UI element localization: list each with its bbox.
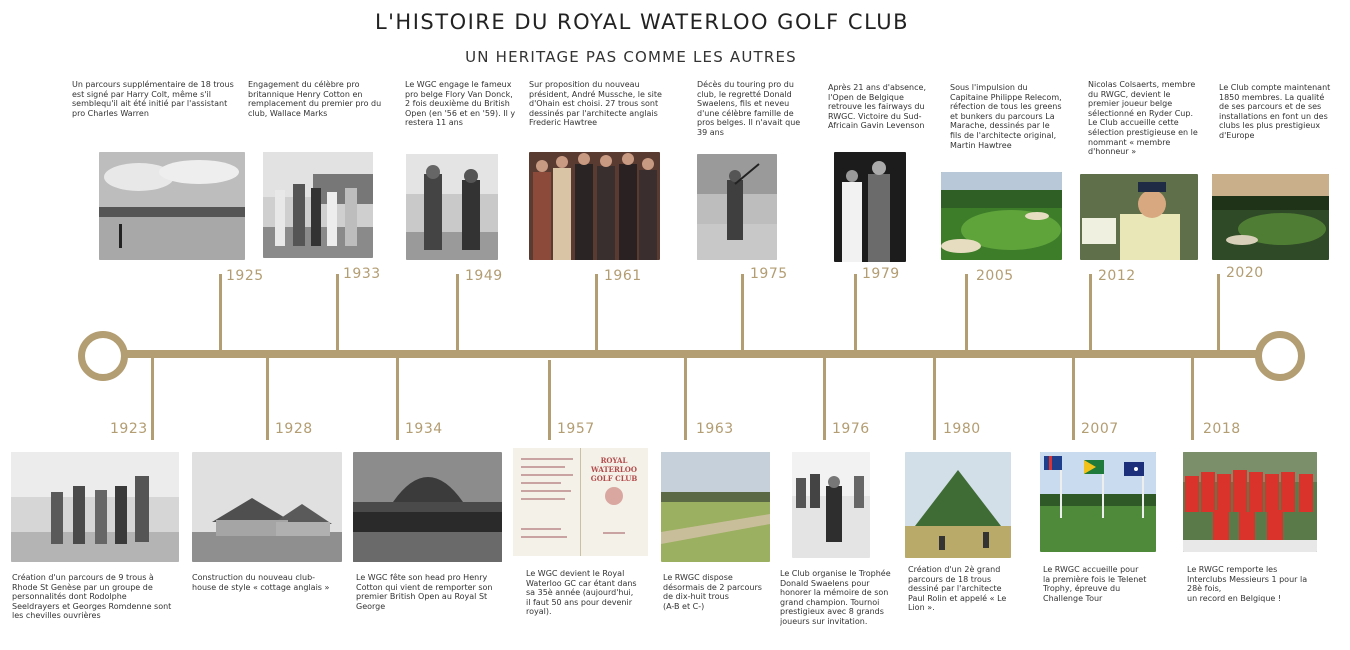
event-text-1961: Sur proposition du nouveau président, André Mussche, le site d'Ohain est choisi. 27 trous sont dessinés par l'architecte anglais Frederic Hawtree	[529, 80, 662, 128]
event-year-1980: 1980	[943, 421, 981, 437]
event-text-1963: Le RWGC dispose désormais de 2 parcours de dix-huit trous (A-B et C-)	[663, 573, 762, 611]
event-text-1957: Le WGC devient le Royal Waterloo GC car étant dans sa 35è année (aujourd'hui, il faut 50 ans pour devenir royal).	[526, 569, 637, 617]
event-text-1933: Engagement du célèbre pro britannique Henry Cotton en remplacement du premier pro du club, Wallace Marks	[248, 80, 382, 118]
event-text-1949: Le WGC engage le fameux pro belge Flory Van Donck, 2 fois deuxième du British Open (en '56 et en '59). Il y restera 11 ans	[405, 80, 516, 128]
event-photo-2020	[1212, 174, 1329, 260]
timeline-end-circle	[1255, 331, 1305, 381]
event-photo-2012	[1080, 174, 1198, 260]
event-text-2018: Le RWGC remporte les Interclubs Messieurs 1 pour la 28è fois, un record en Belgique !	[1187, 565, 1308, 603]
page-title: L'HISTOIRE DU ROYAL WATERLOO GOLF CLUB	[374, 10, 910, 34]
event-year-1963: 1963	[696, 421, 734, 437]
event-text-1979: Après 21 ans d'absence, l'Open de Belgique retrouve les fairways du RWGC. Victoire du Sud-Africain Gavin Levenson	[828, 83, 926, 131]
event-year-1933: 1933	[343, 266, 381, 282]
event-text-1975: Décès du touring pro du club, le regretté Donald Swaelens, fils et neveu d'une célèbre famille de pros belges. Il n'avait que 39 ans	[697, 80, 801, 137]
event-text-2020: Le Club compte maintenant 1850 membres. La qualité de ses parcours et de ses installations en font un des clubs les plus prestigieux d'Europe	[1219, 83, 1331, 140]
event-tick-1928	[266, 356, 269, 440]
event-tick-1949	[456, 274, 459, 352]
event-tick-1933	[336, 274, 339, 352]
event-photo-1928	[192, 452, 342, 562]
event-photo-1957	[513, 448, 648, 556]
event-year-1923: 1923	[110, 421, 148, 437]
event-tick-1957	[548, 360, 551, 440]
event-text-2005: Sous l'impulsion du Capitaine Philippe Relecom, réfection de tous les greens et bunkers du parcours La Marache, dessinés par le fils de l'architecte original, Martin Hawtree	[950, 83, 1062, 150]
event-photo-1934	[353, 452, 502, 562]
event-tick-1980	[933, 356, 936, 440]
event-year-2018: 2018	[1203, 421, 1241, 437]
event-text-1925: Un parcours supplémentaire de 18 trous est signé par Harry Colt, même s'il semblequ'il ait été initié par l'assistant pro Charles Warren	[72, 80, 234, 118]
event-photo-1976	[792, 452, 870, 558]
event-photo-2018	[1183, 452, 1317, 552]
event-year-1949: 1949	[465, 268, 503, 284]
event-year-2005: 2005	[976, 268, 1014, 284]
scorecard-title-line1: ROYAL WATERLOO	[591, 456, 637, 474]
event-tick-2007	[1072, 356, 1075, 440]
event-text-1980: Création d'un 2è grand parcours de 18 trous dessiné par l'architecte Paul Rolin et appelé « Le Lion ».	[908, 565, 1007, 613]
event-tick-1925	[219, 274, 222, 352]
event-year-2012: 2012	[1098, 268, 1136, 284]
event-text-1976: Le Club organise le Trophée Donald Swaelens pour honorer la mémoire de son grand champion. Tournoi prestigieux avec 8 grands joueurs sur invitation.	[780, 569, 891, 626]
event-photo-1949	[406, 154, 498, 260]
event-year-2007: 2007	[1081, 421, 1119, 437]
event-tick-1934	[396, 356, 399, 440]
event-tick-1923	[151, 356, 154, 440]
event-year-1925: 1925	[226, 268, 264, 284]
scorecard-title-line2: GOLF CLUB	[590, 474, 638, 483]
event-text-2012: Nicolas Colsaerts, membre du RWGC, devient le premier joueur belge sélectionné en Ryder Cup. Le Club accueille cette sélection prestigieuse en le nommant « membre d'honneur »	[1088, 80, 1198, 157]
event-photo-1963	[661, 452, 770, 562]
timeline-axis	[104, 350, 1280, 358]
page-subtitle: UN HERITAGE PAS COMME LES AUTRES	[465, 48, 797, 66]
event-year-1957: 1957	[557, 421, 595, 437]
event-text-1934: Le WGC fête son head pro Henry Cotton qui vient de remporter son premier British Open au Royal St George	[356, 573, 493, 611]
event-year-1979: 1979	[862, 266, 900, 282]
event-photo-1975	[697, 154, 777, 260]
event-tick-2018	[1191, 356, 1194, 440]
event-text-1923: Création d'un parcours de 9 trous à Rhode St Genèse par un groupe de personnalités dont Rodolphe Seeldrayers et Georges Romdenne sont les chevilles ouvrières	[12, 573, 172, 621]
event-tick-2005	[965, 274, 968, 352]
event-tick-2012	[1089, 274, 1092, 352]
event-photo-1979	[834, 152, 906, 262]
event-photo-1980	[905, 452, 1011, 558]
event-year-1975: 1975	[750, 266, 788, 282]
event-photo-1933	[263, 152, 373, 258]
event-tick-1979	[854, 274, 857, 352]
event-year-1961: 1961	[604, 268, 642, 284]
event-text-1928: Construction du nouveau club-house de style « cottage anglais »	[192, 573, 330, 592]
event-photo-1923	[11, 452, 179, 562]
event-year-1934: 1934	[405, 421, 443, 437]
event-text-2007: Le RWGC accueille pour la première fois le Telenet Trophy, épreuve du Challenge Tour	[1043, 565, 1147, 603]
event-tick-1963	[684, 356, 687, 440]
event-year-1928: 1928	[275, 421, 313, 437]
event-tick-1976	[823, 356, 826, 440]
event-photo-1961	[529, 152, 660, 260]
event-photo-2005	[941, 172, 1062, 260]
event-tick-1975	[741, 274, 744, 352]
event-tick-1961	[595, 274, 598, 358]
event-year-1976: 1976	[832, 421, 870, 437]
event-tick-2020	[1217, 274, 1220, 352]
event-year-2020: 2020	[1226, 265, 1264, 281]
timeline-start-circle	[78, 331, 128, 381]
event-photo-2007	[1040, 452, 1156, 552]
event-photo-1925	[99, 152, 245, 260]
